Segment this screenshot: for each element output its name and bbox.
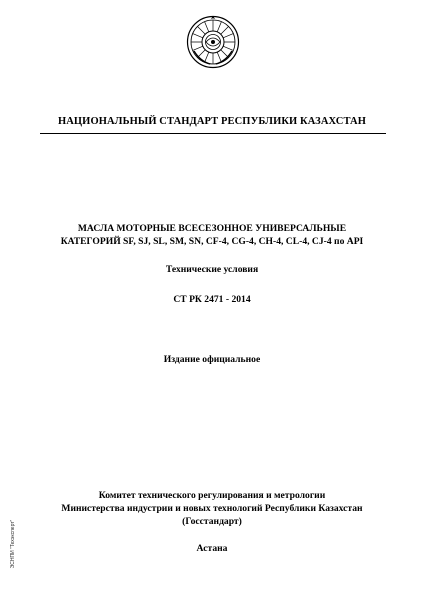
side-watermark: ЭСНПИ "Техэксперт" [10, 519, 16, 569]
kazakhstan-state-emblem-icon [186, 15, 240, 69]
publisher-line-1: Комитет технического регулирования и метрологии [98, 490, 326, 501]
state-emblem [186, 15, 240, 69]
publication-city: Астана [196, 543, 228, 554]
publisher-line-3: (Госстандарт) [182, 516, 242, 527]
publisher-line-2: Министерства индустрии и новых технологий Республики Казахстан [61, 503, 363, 514]
document-subtitle: Технические условия [165, 264, 259, 275]
edition-note: Издание официальное [163, 354, 261, 365]
standard-header-title: НАЦИОНАЛЬНЫЙ СТАНДАРТ РЕСПУБЛИКИ КАЗАХСТАН [57, 116, 367, 127]
header-divider [40, 133, 386, 134]
document-title-line-1: МАСЛА МОТОРНЫЕ ВСЕСЕЗОННОЕ УНИВЕРСАЛЬНЫЕ [77, 223, 347, 234]
document-title-line-2: КАТЕГОРИЙ SF, SJ, SL, SM, SN, CF-4, CG-4, CH-4, CL-4, CJ-4 по API [60, 236, 364, 247]
standard-code: СТ РК 2471 - 2014 [173, 294, 251, 305]
